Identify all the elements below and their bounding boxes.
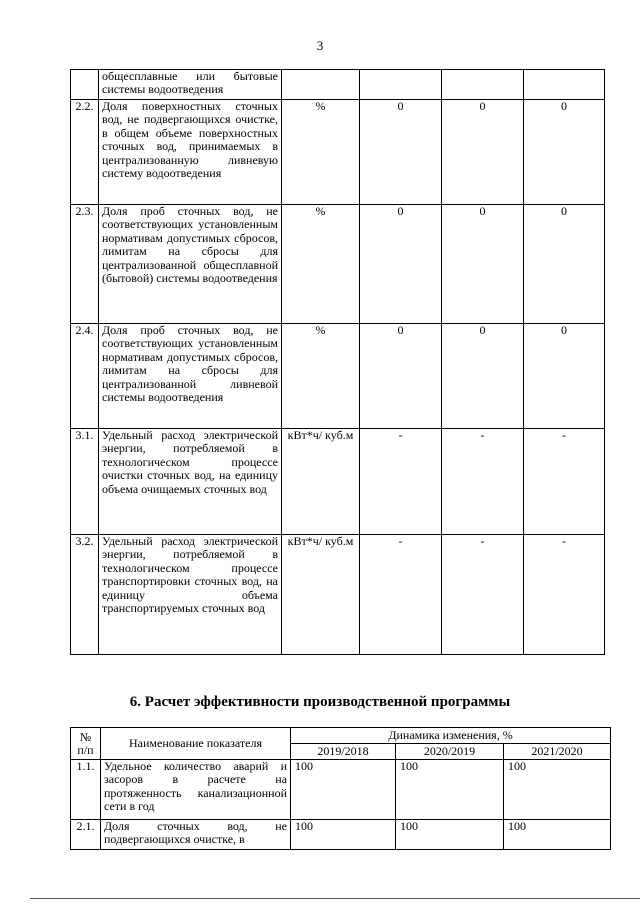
table-row (71, 205, 605, 324)
row-number (71, 70, 99, 100)
indicator-name: общесплавные или бытовые системы водоотведения (99, 70, 282, 100)
table-row (71, 100, 605, 205)
value-cell: 100 (291, 760, 396, 820)
value-cell: 0 (442, 205, 524, 324)
row-number: 2.1. (71, 820, 101, 850)
indicator-name: Доля проб сточных вод, не соответствующих установленным нормативам допустимых сбросов, лимитам на сбросы для централизованной ливневой системы водоотведения (99, 324, 282, 429)
value-cell: 100 (504, 820, 611, 850)
header-row (71, 728, 611, 744)
value-cell: 100 (504, 760, 611, 820)
value-cell: - (524, 429, 605, 535)
value-cell: 0 (442, 324, 524, 429)
unit-cell: % (282, 205, 360, 324)
header-indicator-name: Наименование показателя (101, 728, 291, 760)
page-edge-line (30, 898, 640, 899)
row-number: 3.2. (71, 535, 99, 655)
value-cell: 0 (360, 324, 442, 429)
indicator-name: Удельный расход электрической энергии, потребляемой в технологическом процессе транспортировки сточных вод, на единицу объема транспортируемых сточных вод (99, 535, 282, 655)
table-row (71, 820, 611, 850)
indicator-name: Доля поверхностных сточных вод, не подвергающихся очистке, в общем объеме поверхностных сточных вод, принимаемых в централизованную ливневую систему водоотведения (99, 100, 282, 205)
header-year: 2020/2019 (396, 744, 504, 760)
value-cell: 100 (396, 760, 504, 820)
unit-cell: кВт*ч/ куб.м (282, 429, 360, 535)
header-dynamics-group: Динамика изменения, % (291, 728, 611, 744)
value-cell: 100 (396, 820, 504, 850)
row-number: 2.3. (71, 205, 99, 324)
table-row (71, 429, 605, 535)
table-row (71, 324, 605, 429)
section-title: 6. Расчет эффективности производственной программы (129, 694, 511, 710)
indicator-name: Доля проб сточных вод, не соответствующих установленным нормативам допустимых сбросов, лимитам на сбросы для централизованной общесплавной (бытовой) системы водоотведения (99, 205, 282, 324)
header-year: 2019/2018 (291, 744, 396, 760)
row-number: 2.4. (71, 324, 99, 429)
table-row (71, 760, 611, 820)
value-cell: 0 (524, 100, 605, 205)
indicators-table (70, 69, 605, 655)
table-row (71, 70, 605, 100)
row-number: 3.1. (71, 429, 99, 535)
efficiency-table (70, 727, 611, 850)
value-cell: - (442, 429, 524, 535)
header-year: 2021/2020 (504, 744, 611, 760)
unit-cell: % (282, 100, 360, 205)
value-cell: 0 (360, 205, 442, 324)
row-number: 1.1. (71, 760, 101, 820)
header-number: № п/п (71, 728, 101, 760)
value-cell: - (524, 535, 605, 655)
table-row (71, 535, 605, 655)
value-cell (524, 70, 605, 100)
unit-cell (282, 70, 360, 100)
row-number: 2.2. (71, 100, 99, 205)
value-cell: - (360, 429, 442, 535)
value-cell: 100 (291, 820, 396, 850)
indicator-name: Удельный расход электрической энергии, потребляемой в технологическом процессе очистки сточных вод, на единицу объема очищаемых сточных вод (99, 429, 282, 535)
value-cell: - (442, 535, 524, 655)
value-cell (442, 70, 524, 100)
value-cell: 0 (442, 100, 524, 205)
page-number: 3 (316, 38, 324, 53)
value-cell: 0 (524, 324, 605, 429)
value-cell: 0 (524, 205, 605, 324)
value-cell: 0 (360, 100, 442, 205)
value-cell (360, 70, 442, 100)
unit-cell: % (282, 324, 360, 429)
indicator-name: Доля сточных вод, не подвергающихся очистке, в (101, 820, 291, 850)
indicator-name: Удельное количество аварий и засоров в расчете на протяженность канализационной сети в год (101, 760, 291, 820)
unit-cell: кВт*ч/ куб.м (282, 535, 360, 655)
value-cell: - (360, 535, 442, 655)
